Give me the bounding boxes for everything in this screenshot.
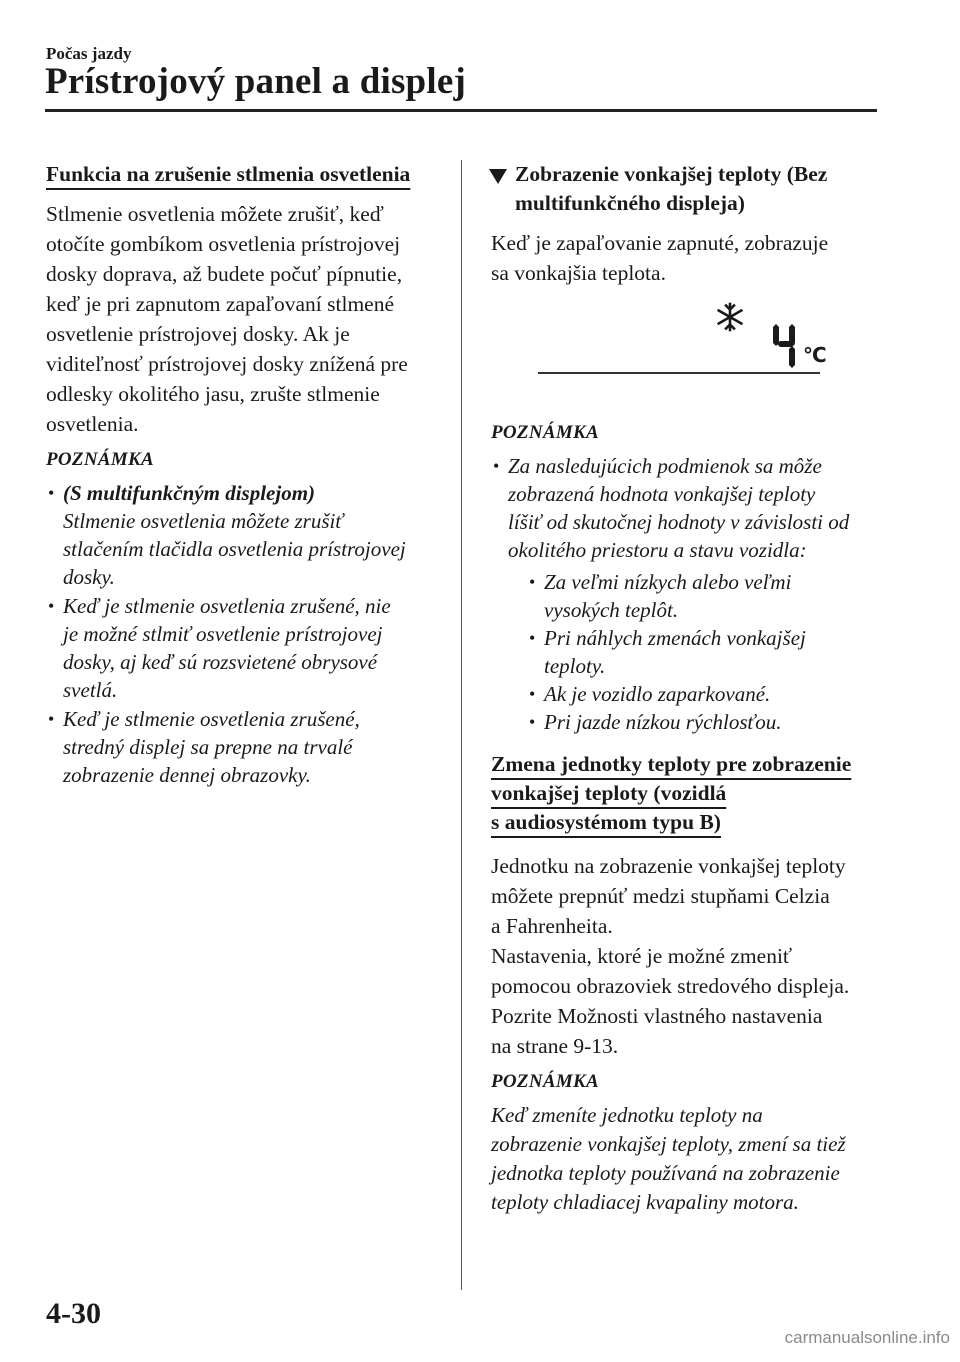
- text-line: svetlá.: [63, 678, 118, 702]
- note-item: [46, 479, 438, 591]
- heading-line: Zobrazenie vonkajšej teploty (Bez: [515, 162, 828, 186]
- outside-temp-heading: [491, 160, 881, 218]
- page-number: 4-30: [46, 1297, 101, 1330]
- text-line: je možné stlmiť osvetlenie prístrojovej: [63, 622, 383, 646]
- text-line: Ak je vozidlo zaparkované.: [544, 682, 771, 706]
- text-line: teploty chladiacej kvapaliny motora.: [491, 1190, 799, 1214]
- text-line: dosky, aj keď sú rozsvietené obrysové: [63, 650, 378, 674]
- text-line: Keď je stlmenie osvetlenia zrušené, nie: [63, 594, 391, 618]
- section-label: Počas jazdy: [46, 44, 132, 63]
- note-label: POZNÁMKA: [491, 422, 599, 443]
- sub-note-item: [527, 680, 881, 708]
- text-line: dosky.: [63, 565, 115, 589]
- text-line: stlačením tlačidla osvetlenia prístrojovej: [63, 537, 406, 561]
- text-line: na strane 9-13.: [491, 1034, 619, 1058]
- text-line: dosky doprava, až budete počuť pípnutie,: [46, 262, 403, 286]
- sub-note-item: [527, 568, 881, 624]
- bullet-icon: •: [48, 483, 55, 503]
- text-line: Keď zmeníte jednotku teploty na: [491, 1103, 763, 1127]
- text-line: okolitého priestoru a stavu vozidla:: [508, 538, 807, 562]
- dimmer-cancel-heading: Funkcia na zrušenie stlmenia osvetlenia: [46, 162, 411, 186]
- note-label: POZNÁMKA: [491, 1071, 599, 1092]
- column-divider: [461, 160, 462, 1290]
- heading-line: s audiosystémom typu B): [491, 810, 721, 834]
- text-line: jednotka teploty používaná na zobrazenie: [491, 1161, 840, 1185]
- bullet-icon: •: [529, 712, 536, 732]
- text-line: Stlmenie osvetlenia môžete zrušiť: [63, 509, 344, 533]
- text-line: Pozrite Možnosti vlastného nastavenia: [491, 1004, 823, 1028]
- bullet-icon: •: [529, 572, 536, 592]
- snowflake-icon: [715, 302, 745, 332]
- text-line: Keď je stlmenie osvetlenia zrušené,: [63, 707, 360, 731]
- text-line: otočíte gombíkom osvetlenia prístrojovej: [46, 232, 401, 256]
- text-line: Pri náhlych zmenách vonkajšej: [544, 626, 806, 650]
- text-line: Za nasledujúcich podmienok sa môže: [508, 454, 822, 478]
- figure-rule: [538, 372, 820, 374]
- watermark: carmanualsonline.info: [784, 1328, 950, 1347]
- heading-line: vonkajšej teploty (vozidlá: [491, 781, 727, 805]
- text-line: Za veľmi nízkych alebo veľmi: [544, 570, 792, 594]
- note-list: [46, 479, 438, 789]
- bullet-icon: •: [48, 709, 55, 729]
- text-line: zobrazenie vonkajšej teploty, zmení sa tiež: [491, 1132, 846, 1156]
- bullet-icon: •: [529, 628, 536, 648]
- text-line: sa vonkajšia teplota.: [491, 261, 666, 285]
- note-item: [491, 452, 881, 736]
- text-line: Nastavenia, ktoré je možné zmeniť: [491, 944, 793, 968]
- text-line: môžete prepnúť medzi stupňami Celzia: [491, 884, 830, 908]
- unit-change-note: [491, 1101, 881, 1217]
- bullet-icon: •: [529, 684, 536, 704]
- title-rule: [45, 109, 877, 112]
- unit-change-text: [491, 851, 881, 1061]
- text-line: zobrazená hodnota vonkajšej teploty: [508, 482, 816, 506]
- text-line: Pri jazde nízkou rýchlosťou.: [544, 710, 782, 734]
- heading-line: Zmena jednotky teploty pre zobrazenie: [491, 752, 852, 776]
- text-line: viditeľnosť prístrojovej dosky znížená pre: [46, 352, 408, 376]
- bullet-icon: •: [48, 596, 55, 616]
- text-line: pomocou obrazoviek stredového displeja.: [491, 974, 850, 998]
- text-line: odlesky okolitého jasu, zrušte stlmenie: [46, 382, 380, 406]
- sub-note-item: [527, 708, 881, 736]
- dimmer-cancel-text: [46, 199, 438, 439]
- text-line: vysokých teplôt.: [544, 598, 679, 622]
- temperature-display-figure: [491, 302, 881, 400]
- text-line: osvetlenie prístrojovej dosky. Ak je: [46, 322, 350, 346]
- text-line: a Fahrenheita.: [491, 914, 613, 938]
- note-item: [46, 705, 438, 789]
- sub-note-list: [508, 568, 881, 736]
- note-list: [491, 452, 881, 736]
- temperature-value: [772, 324, 796, 368]
- note-label: POZNÁMKA: [46, 449, 154, 470]
- text-line: teploty.: [544, 654, 606, 678]
- unit-change-heading: [491, 750, 881, 837]
- outside-temp-intro: [491, 228, 881, 288]
- text-line: Stlmenie osvetlenia môžete zrušiť, keď: [46, 202, 384, 226]
- triangle-marker-icon: [489, 169, 507, 184]
- left-column: [46, 160, 438, 790]
- text-line: stredný displej sa prepne na trvalé: [63, 735, 353, 759]
- text-line: Jednotku na zobrazenie vonkajšej teploty: [491, 854, 846, 878]
- text-line: zobrazenie dennej obrazovky.: [63, 763, 311, 787]
- text-line: keď je pri zapnutom zapaľovaní stlmené: [46, 292, 394, 316]
- note-title: (S multifunkčným displejom): [63, 481, 316, 505]
- right-column: [491, 160, 881, 1217]
- text-line: líšiť od skutočnej hodnoty v závislosti od: [508, 510, 850, 534]
- note-item: [46, 592, 438, 704]
- sub-note-item: [527, 624, 881, 680]
- bullet-icon: •: [493, 456, 500, 476]
- text-line: Keď je zapaľovanie zapnuté, zobrazuje: [491, 231, 829, 255]
- heading-line: multifunkčného displeja): [515, 191, 745, 215]
- temperature-unit: °C: [803, 343, 826, 367]
- page-title: Prístrojový panel a displej: [45, 61, 466, 102]
- text-line: osvetlenia.: [46, 412, 139, 436]
